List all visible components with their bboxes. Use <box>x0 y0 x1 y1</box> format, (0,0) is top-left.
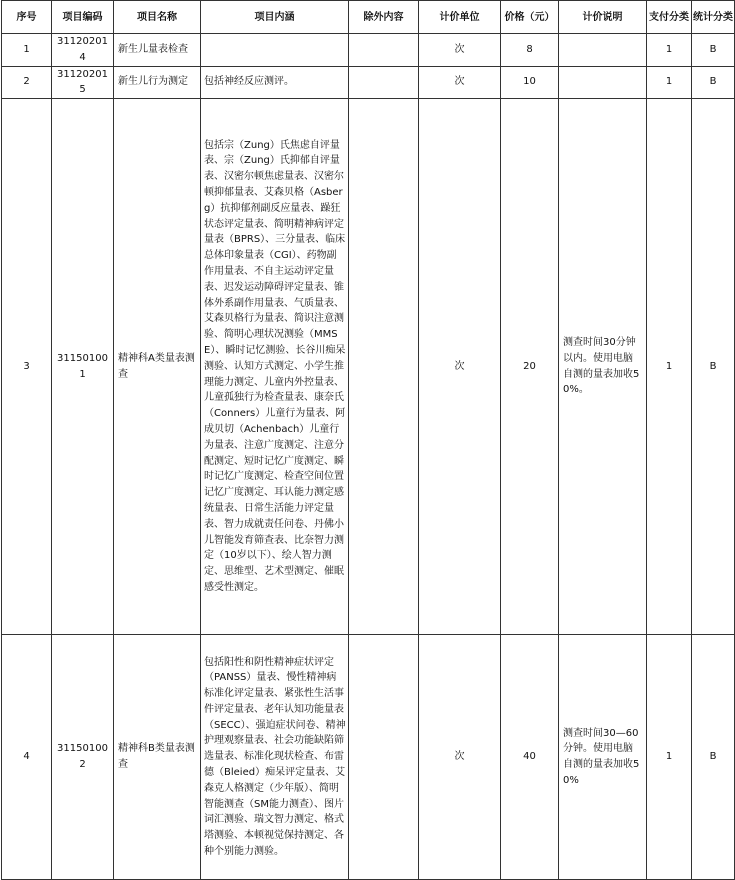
cell-unit: 次 <box>419 99 501 635</box>
cell-note <box>559 34 647 67</box>
cell-name: 精神科A类量表测查 <box>114 99 201 635</box>
table-row <box>2 635 735 880</box>
cell-name: 新生儿量表检查 <box>114 34 201 67</box>
cell-note: 测查时间30分钟以内。使用电脑自测的量表加收50%。 <box>559 99 647 635</box>
cell-unit: 次 <box>419 635 501 880</box>
header-note: 计价说明 <box>559 1 647 34</box>
cell-price: 40 <box>501 635 559 880</box>
cell-excluded <box>349 34 419 67</box>
cell-content <box>201 34 349 67</box>
cell-unit: 次 <box>419 34 501 67</box>
price-table <box>1 0 735 880</box>
cell-name: 新生儿行为测定 <box>114 66 201 99</box>
cell-excluded <box>349 635 419 880</box>
cell-pay-class: 1 <box>647 66 692 99</box>
cell-seq: 1 <box>2 34 52 67</box>
table-row <box>2 34 735 67</box>
header-content: 项目内涵 <box>201 1 349 34</box>
cell-code: 311202015 <box>52 66 114 99</box>
table-row <box>2 66 735 99</box>
cell-code: 311501002 <box>52 635 114 880</box>
cell-seq: 2 <box>2 66 52 99</box>
cell-pay-class: 1 <box>647 635 692 880</box>
cell-code: 311202014 <box>52 34 114 67</box>
cell-price: 10 <box>501 66 559 99</box>
cell-content: 包括神经反应测评。 <box>201 66 349 99</box>
cell-seq: 3 <box>2 99 52 635</box>
cell-unit: 次 <box>419 66 501 99</box>
cell-note: 测查时间30—60分钟。使用电脑自测的量表加收50% <box>559 635 647 880</box>
cell-seq: 4 <box>2 635 52 880</box>
cell-stat-class: B <box>692 66 735 99</box>
cell-excluded <box>349 66 419 99</box>
cell-stat-class: B <box>692 34 735 67</box>
header-seq: 序号 <box>2 1 52 34</box>
cell-stat-class: B <box>692 99 735 635</box>
cell-price: 8 <box>501 34 559 67</box>
cell-note <box>559 66 647 99</box>
cell-content: 包括阳性和阴性精神症状评定（PANSS）量表、慢性精神病标准化评定量表、紧张性生活事件评定量表、老年认知功能量表（SECC）、强迫症状问卷、精神护理观察量表、社会功能缺陷筛选量表、标准化现状检查、布雷德（Bleied）痴呆评定量表、艾森克人格测定（少年版）、简明智能测查（SM能力测查）、图片词汇测验、瑞文智力测定、格式塔测验、本顿视觉保持测定、各种个别能力测验。 <box>201 635 349 880</box>
header-name: 项目名称 <box>114 1 201 34</box>
header-price: 价格（元） <box>501 1 559 34</box>
header-excluded: 除外内容 <box>349 1 419 34</box>
cell-name: 精神科B类量表测查 <box>114 635 201 880</box>
cell-content: 包括宗（Zung）氏焦虑自评量表、宗（Zung）氏抑郁自评量表、汉密尔顿焦虑量表、汉密尔顿抑郁量表、艾森贝格（Asberg）抗抑郁剂副反应量表、躁狂状态评定量表、简明精神病评定量表（BPRS）、三分量表、临床总体印象量表（CGI）、药物副作用量表、不自主运动评定量表、迟发运动障碍评定量表、锥体外系副作用量表、气质量表、艾森贝格行为量表、简识注意测验、简明心理状况测验（MMSE）、瞬时记忆测验、长谷川痴呆测验、认知方式测定、小学生推理能力测定、儿童内外控量表、儿童孤独行为检查量表、康奈氏（Conners）儿童行为量表、阿成贝切（Achenbach）儿童行为量表、注意广度测定、注意分配测定、短时记忆广度测定、瞬时记忆广度测定、检查空间位置记忆广度测定、耳认能力测定感统量表、日常生活能力评定量表、智力成就责任问卷、丹佛小儿智能发育筛查表、比奈智力测定（10岁以下）、绘人智力测定、思维型、艺术型测定、催眠感受性测定。 <box>201 99 349 635</box>
header-code: 项目编码 <box>52 1 114 34</box>
cell-code: 311501001 <box>52 99 114 635</box>
cell-price: 20 <box>501 99 559 635</box>
cell-pay-class: 1 <box>647 99 692 635</box>
cell-pay-class: 1 <box>647 34 692 67</box>
cell-excluded <box>349 99 419 635</box>
header-stat-class: 统计分类 <box>692 1 735 34</box>
header-row <box>2 1 735 34</box>
table-row <box>2 99 735 635</box>
header-pay-class: 支付分类 <box>647 1 692 34</box>
header-unit: 计价单位 <box>419 1 501 34</box>
cell-stat-class: B <box>692 635 735 880</box>
